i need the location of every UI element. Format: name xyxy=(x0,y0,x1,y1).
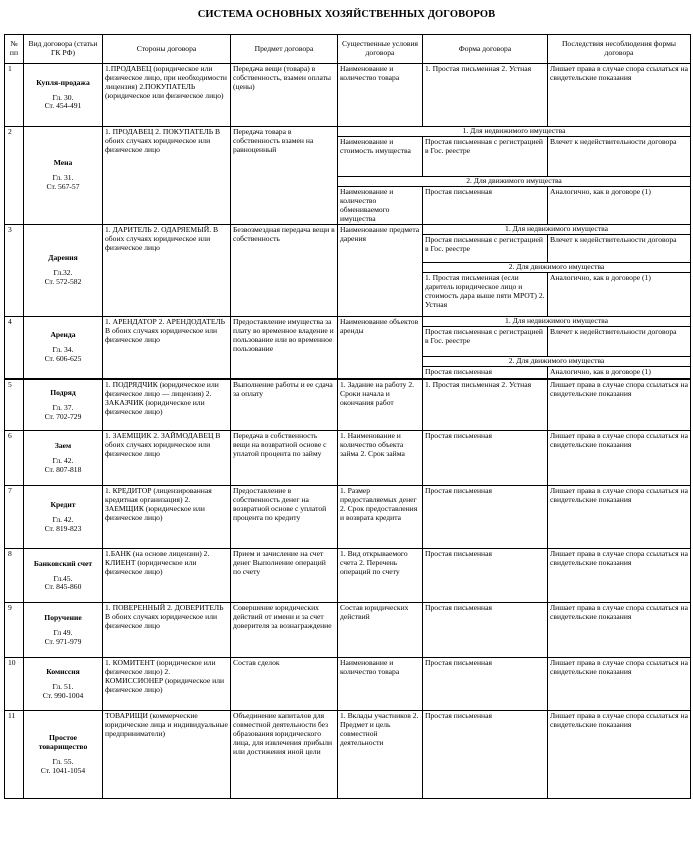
contract-kind xyxy=(24,317,103,379)
kind-articles: Ст. 572-582 xyxy=(44,277,82,287)
kind-articles: Ст. 702-729 xyxy=(44,411,82,421)
contract-kind xyxy=(24,64,103,127)
subject-cell: Передача вещи (товара) в собственность, взамен оплаты (цены) xyxy=(231,64,338,127)
row-num: 9 xyxy=(5,603,24,658)
header-parties: Стороны договора xyxy=(103,35,231,64)
kind-articles: Ст. 606-625 xyxy=(44,354,82,364)
kind-name: Дарения xyxy=(48,253,78,263)
consequence-cell: Аналогично, как в договоре (1) xyxy=(548,367,691,379)
table-row xyxy=(5,127,691,137)
form-cell: Простая письменная xyxy=(423,658,548,711)
consequence-cell: Лишает права в случае спора ссылаться на свидетельские показания xyxy=(548,486,691,549)
parties-cell: 1. ПРОДАВЕЦ 2. ПОКУПАТЕЛЬ В обоих случаях юридическое или физическое лицо xyxy=(103,127,231,225)
form-cell: 1. Простая письменная 2. Устная xyxy=(423,379,548,431)
kind-articles: Ст. 990-1004 xyxy=(42,690,84,700)
row-num: 6 xyxy=(5,431,24,486)
kind-name: Поручение xyxy=(44,613,82,623)
consequence-cell: Лишает права в случае спора ссылаться на свидетельские показания xyxy=(548,431,691,486)
form-cell: Простая письменная с регистрацией в Гос. реестре xyxy=(423,327,548,357)
consequence-cell: Влечет к недействительности договора xyxy=(548,136,691,176)
kind-name: Заем xyxy=(54,441,72,451)
essential-cell: 1. Задание на работу 2. Сроки начала и окончания работ xyxy=(338,379,423,431)
parties-cell: 1. КРЕДИТОР (лицензированная кредитная организация) 2. ЗАЕМЩИК (юридическое или физическое лицо) xyxy=(103,486,231,549)
header-kind: Вид договора (статьи ГК РФ) xyxy=(24,35,103,64)
parties-cell: 1.ПРОДАВЕЦ (юридическое или физическое лицо, при необходимости лицензия) 2.ПОКУПАТЕЛЬ (юридическое или физическое лицо) xyxy=(103,64,231,127)
essential-cell: Наименование предмета дарения xyxy=(338,225,423,317)
subject-cell: Состав сделок xyxy=(231,658,338,711)
parties-cell: 1.БАНК (на основе лицензии) 2. КЛИЕНТ (юридическое или физическое лицо) xyxy=(103,549,231,603)
kind-name: Аренда xyxy=(50,330,76,340)
parties-cell: 1. ПОВЕРЕННЫЙ 2. ДОВЕРИТЕЛЬ В обоих случаях юридическое или физическое лицо xyxy=(103,603,231,658)
form-cell: 1. Простая письменная 2. Устная xyxy=(423,64,548,127)
consequence-cell: Лишает права в случае спора ссылаться на свидетельские показания xyxy=(548,379,691,431)
essential-cell: 1. Вид открываемого счета 2. Перечень операций по счету xyxy=(338,549,423,603)
table-row xyxy=(5,549,691,603)
subheader-movable: 2. Для движимого имущества xyxy=(423,263,691,273)
contract-kind xyxy=(24,379,103,431)
parties-cell: 1. ЗАЕМЩИК 2. ЗАЙМОДАВЕЦ В обоих случаях юридическое или физическое лицо xyxy=(103,431,231,486)
table-row xyxy=(5,431,691,486)
kind-articles: Ст. 819-823 xyxy=(44,523,82,533)
kind-chapter: Гл. 34. xyxy=(52,345,74,355)
kind-chapter: Гл. 31. xyxy=(52,173,74,183)
contract-kind xyxy=(24,127,103,225)
table-row xyxy=(5,486,691,549)
table-row xyxy=(5,379,691,431)
consequence-cell: Лишает права в случае спора ссылаться на свидетельские показания xyxy=(548,603,691,658)
subheader-movable: 2. Для движимого имущества xyxy=(423,357,691,367)
kind-articles: Ст. 807-818 xyxy=(44,464,82,474)
kind-chapter: Гл 49. xyxy=(53,628,73,638)
kind-chapter: Гл. 30. xyxy=(52,92,74,102)
subheader-immovable: 1. Для недвижимого имущества xyxy=(423,317,691,327)
contract-kind xyxy=(24,486,103,549)
subject-cell: Предоставление имущества за плату во временное владение и пользование или во временное пользование xyxy=(231,317,338,379)
contract-kind xyxy=(24,431,103,486)
header-subject: Предмет договора xyxy=(231,35,338,64)
kind-name: Простое товарищество xyxy=(38,733,88,752)
row-num: 11 xyxy=(5,711,24,799)
consequence-cell: Аналогично, как в договоре (1) xyxy=(548,186,691,225)
kind-articles: Ст. 971-979 xyxy=(44,636,82,646)
header-row xyxy=(5,35,691,64)
row-num: 3 xyxy=(5,225,24,317)
consequence-cell: Влечет к недействительности договора xyxy=(548,235,691,263)
table-row xyxy=(5,317,691,327)
table-row xyxy=(5,225,691,235)
table-row xyxy=(5,64,691,127)
essential-cell: 1. Наименование и количество объекта займа 2. Срок займа xyxy=(338,431,423,486)
row-num: 10 xyxy=(5,658,24,711)
contract-kind xyxy=(24,658,103,711)
kind-name: Комиссия xyxy=(46,667,80,677)
essential-cell: Наименование и количество товара xyxy=(338,658,423,711)
form-cell: Простая письменная xyxy=(423,367,548,379)
form-cell: Простая письменная xyxy=(423,549,548,603)
essential-cell: Наименование и стоимость имущества xyxy=(338,136,423,176)
header-consequence: Последствия несоблюдения формы договора xyxy=(548,35,691,64)
kind-name: Купля-продажа xyxy=(36,77,90,87)
subject-cell: Прием и зачисление на счет денег Выполнение операций по счету xyxy=(231,549,338,603)
form-cell: Простая письменная xyxy=(423,711,548,799)
subject-cell: Передача товара в собственность взамен на равноценный xyxy=(231,127,338,225)
subject-cell: Безвозмездная передача вещи в собственность xyxy=(231,225,338,317)
kind-name: Мена xyxy=(53,158,73,168)
parties-cell: 1. АРЕНДАТОР 2. АРЕНДОДАТЕЛЬ В обоих случаях юридическое или физическое лицо xyxy=(103,317,231,379)
kind-articles: Ст. 567-57 xyxy=(46,182,80,192)
table-row xyxy=(5,658,691,711)
kind-chapter: Гл. 37. xyxy=(52,402,74,412)
consequence-cell: Влечет к недействительности договора xyxy=(548,327,691,357)
subject-cell: Передача в собственность вещи на возвратной основе с уплатой процента по займу xyxy=(231,431,338,486)
form-cell: Простая письменная xyxy=(423,486,548,549)
parties-cell: ТОВАРИЩИ (коммерческие юридические лица и индивидуальные предприниматели) xyxy=(103,711,231,799)
contract-kind xyxy=(24,225,103,317)
essential-cell: 1. Вклады участников 2. Предмет и цель совместной деятельности xyxy=(338,711,423,799)
header-num: № пп xyxy=(5,35,24,64)
essential-cell: Наименование и количество товара xyxy=(338,64,423,127)
document-title: СИСТЕМА ОСНОВНЫХ ХОЗЯЙСТВЕННЫХ ДОГОВОРОВ xyxy=(197,9,496,20)
contract-kind xyxy=(24,603,103,658)
consequence-cell: Лишает права в случае спора ссылаться на свидетельские показания xyxy=(548,64,691,127)
parties-cell: 1. ПОДРЯДЧИК (юридическое или физическое лицо — лицензия) 2. ЗАКАЗЧИК (юридическое или физическое лицо) xyxy=(103,379,231,431)
essential-cell: 1. Размер предоставляемых денег 2. Срок предоставления и возврата кредита xyxy=(338,486,423,549)
form-cell: 1. Простая письменная (если даритель юридическое лицо и стоимость дара выше пяти МРОТ) 2. Устная xyxy=(423,273,548,317)
form-cell: Простая письменная xyxy=(423,186,548,225)
header-essential: Существенные условия договора xyxy=(338,35,423,64)
kind-chapter: Гл. 42. xyxy=(52,515,74,525)
subheader-movable: 2. Для движимого имущества xyxy=(338,176,691,186)
contracts-table xyxy=(4,34,691,799)
subheader-immovable: 1. Для недвижимого имущества xyxy=(338,127,691,137)
subheader-immovable: 1. Для недвижимого имущества xyxy=(423,225,691,235)
parties-cell: 1. ДАРИТЕЛЬ 2. ОДАРЯЕМЫЙ. В обоих случаях юридическое или физическое лицо xyxy=(103,225,231,317)
kind-chapter: Гл.32. xyxy=(53,268,73,278)
consequence-cell: Лишает права в случае спора ссылаться на свидетельские показания xyxy=(548,711,691,799)
kind-chapter: Гл. 51. xyxy=(52,682,74,692)
kind-name: Кредит xyxy=(50,500,76,510)
table-row xyxy=(5,603,691,658)
contract-kind xyxy=(24,549,103,603)
subject-cell: Предоставление в собственность денег на возвратной основе с уплатой процента по кредиту xyxy=(231,486,338,549)
essential-cell: Наименование объектов аренды xyxy=(338,317,423,379)
consequence-cell: Аналогично, как в договоре (1) xyxy=(548,273,691,317)
row-num: 4 xyxy=(5,317,24,379)
row-num: 1 xyxy=(5,64,24,127)
kind-name: Подряд xyxy=(50,387,76,397)
consequence-cell: Лишает права в случае спора ссылаться на свидетельские показания xyxy=(548,658,691,711)
parties-cell: 1. КОМИТЕНТ (юридическое или физическое лицо) 2. КОМИССИОНЕР (юридическое или физическое лицо) xyxy=(103,658,231,711)
row-num: 5 xyxy=(5,379,24,431)
kind-articles: Ст. 1041-1054 xyxy=(40,765,86,775)
kind-chapter: Гл. 55. xyxy=(52,756,74,766)
row-num: 2 xyxy=(5,127,24,225)
row-num: 8 xyxy=(5,549,24,603)
kind-chapter: Гл. 42. xyxy=(52,456,74,466)
form-cell: Простая письменная xyxy=(423,603,548,658)
contract-kind xyxy=(24,711,103,799)
subject-cell: Объединение капиталов для совместной деятельности без образования юридического лица, для извлечения прибыли или достижения иной цели xyxy=(231,711,338,799)
form-cell: Простая письменная с регистрацией в Гос. реестре xyxy=(423,235,548,263)
subject-cell: Совершение юридических действий от имени и за счет доверителя за вознаграждение xyxy=(231,603,338,658)
kind-chapter: Гл.45. xyxy=(53,573,73,583)
kind-articles: Ст. 454-491 xyxy=(44,101,82,111)
subject-cell: Выполнение работы и ее сдача за оплату xyxy=(231,379,338,431)
essential-cell: Состав юридических действий xyxy=(338,603,423,658)
essential-cell: Наименование и количество обмениваемого имущества xyxy=(338,186,423,225)
kind-articles: Ст. 845-860 xyxy=(44,582,82,592)
header-form: Форма договора xyxy=(423,35,548,64)
form-cell: Простая письменная с регистрацией в Гос. реестре xyxy=(423,136,548,176)
table-row xyxy=(5,711,691,799)
row-num: 7 xyxy=(5,486,24,549)
kind-name: Банковский счет xyxy=(33,558,93,568)
consequence-cell: Лишает права в случае спора ссылаться на свидетельские показания xyxy=(548,549,691,603)
form-cell: Простая письменная xyxy=(423,431,548,486)
